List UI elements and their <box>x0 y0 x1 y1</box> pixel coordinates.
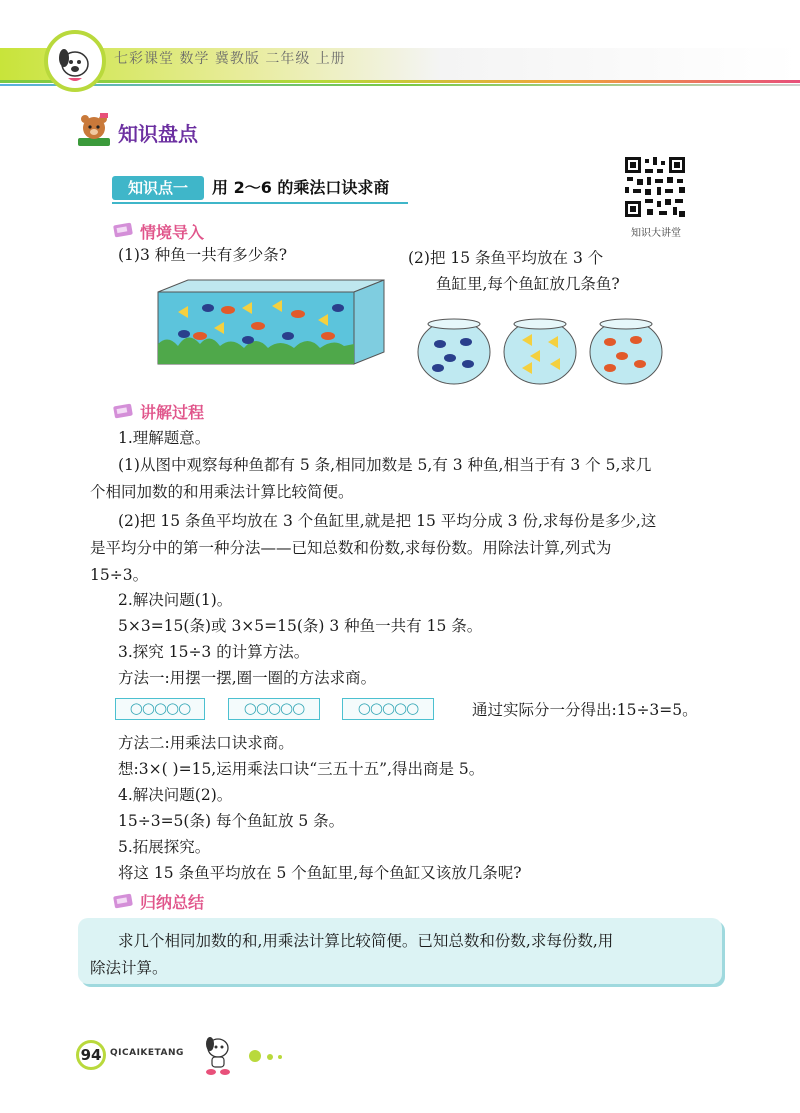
section-title: 知识盘点 <box>118 122 198 146</box>
knowledge-point-label: 知识点一 <box>112 176 204 200</box>
explanation-line: 1.理解题意。 <box>118 429 211 447</box>
explanation-line: 个相同加数的和用乘法计算比较简便。 <box>90 483 354 501</box>
footer-dots <box>248 1048 298 1062</box>
explanation-line: (1)从图中观察每种鱼都有 5 条,相同加数是 5,有 3 种鱼,相当于有 3 个 5,求几 <box>118 456 652 474</box>
ring-group: ○○○○○ <box>228 698 320 720</box>
footer-brand: QICAIKETANG <box>110 1048 184 1058</box>
tablet-icon <box>112 403 134 419</box>
ring-result: 通过实际分一分得出:15÷3=5。 <box>472 701 698 719</box>
explanation-line: 方法一:用摆一摆,圈一圈的方法求商。 <box>118 669 377 687</box>
question-2-line-2: 鱼缸里,每个鱼缸放几条鱼? <box>436 275 620 293</box>
tablet-icon <box>112 222 134 238</box>
summary-heading: 归纳总结 <box>140 893 205 912</box>
qr-caption: 知识大讲堂 <box>631 228 681 239</box>
explanation-line: 方法二:用乘法口诀求商。 <box>118 734 294 752</box>
situation-heading: 情境导入 <box>140 223 205 242</box>
summary-line: 求几个相同加数的和,用乘法计算比较简便。已知总数和份数,求每份数,用 <box>118 932 614 950</box>
bear-mascot-icon <box>74 112 114 150</box>
explanation-line: 5.拓展探究。 <box>118 838 211 856</box>
mascot-dog-icon <box>48 34 102 88</box>
explanation-line: 15÷3。 <box>90 566 149 584</box>
mascot-logo <box>44 30 106 92</box>
explanation-line: 2.解决问题(1)。 <box>118 591 233 609</box>
explanation-line: 5×3=15(条)或 3×5=15(条) 3 种鱼一共有 15 条。 <box>118 617 483 635</box>
page-number: 94 <box>76 1040 106 1070</box>
explanation-line: 4.解决问题(2)。 <box>118 786 233 804</box>
summary-line: 除法计算。 <box>90 959 168 977</box>
explanation-line: (2)把 15 条鱼平均放在 3 个鱼缸里,就是把 15 平均分成 3 份,求每份是多少,这 <box>118 512 657 530</box>
header-stripe-secondary <box>0 84 800 86</box>
question-1: (1)3 种鱼一共有多少条? <box>118 246 288 264</box>
explanation-line: 3.探究 15÷3 的计算方法。 <box>118 643 310 661</box>
explanation-heading: 讲解过程 <box>140 403 205 422</box>
tablet-icon <box>112 893 134 909</box>
knowledge-point-underline <box>112 202 408 204</box>
explanation-line: 15÷3=5(条) 每个鱼缸放 5 条。 <box>118 812 345 830</box>
footer-mascot-icon <box>198 1032 238 1076</box>
explanation-line: 将这 15 条鱼平均放在 5 个鱼缸里,每个鱼缸又该放几条呢? <box>118 864 522 882</box>
fish-bowls-illustration <box>410 310 670 388</box>
ring-group: ○○○○○ <box>342 698 434 720</box>
fish-tank-illustration <box>148 278 388 368</box>
ring-group: ○○○○○ <box>115 698 205 720</box>
header-title: 七彩课堂 数学 冀教版 二年级 上册 <box>114 51 346 67</box>
header-stripe <box>0 80 800 83</box>
explanation-line: 想:3×( )=15,运用乘法口诀“三五十五”,得出商是 5。 <box>118 760 485 778</box>
explanation-line: 是平均分中的第一种分法——已知总数和份数,求每份数。用除法计算,列式为 <box>90 539 612 557</box>
knowledge-point-title: 用 2～6 的乘法口诀求商 <box>212 178 390 197</box>
question-2-line-1: (2)把 15 条鱼平均放在 3 个 <box>408 249 604 267</box>
qr-code-icon[interactable] <box>623 155 687 219</box>
summary-box <box>78 918 722 984</box>
